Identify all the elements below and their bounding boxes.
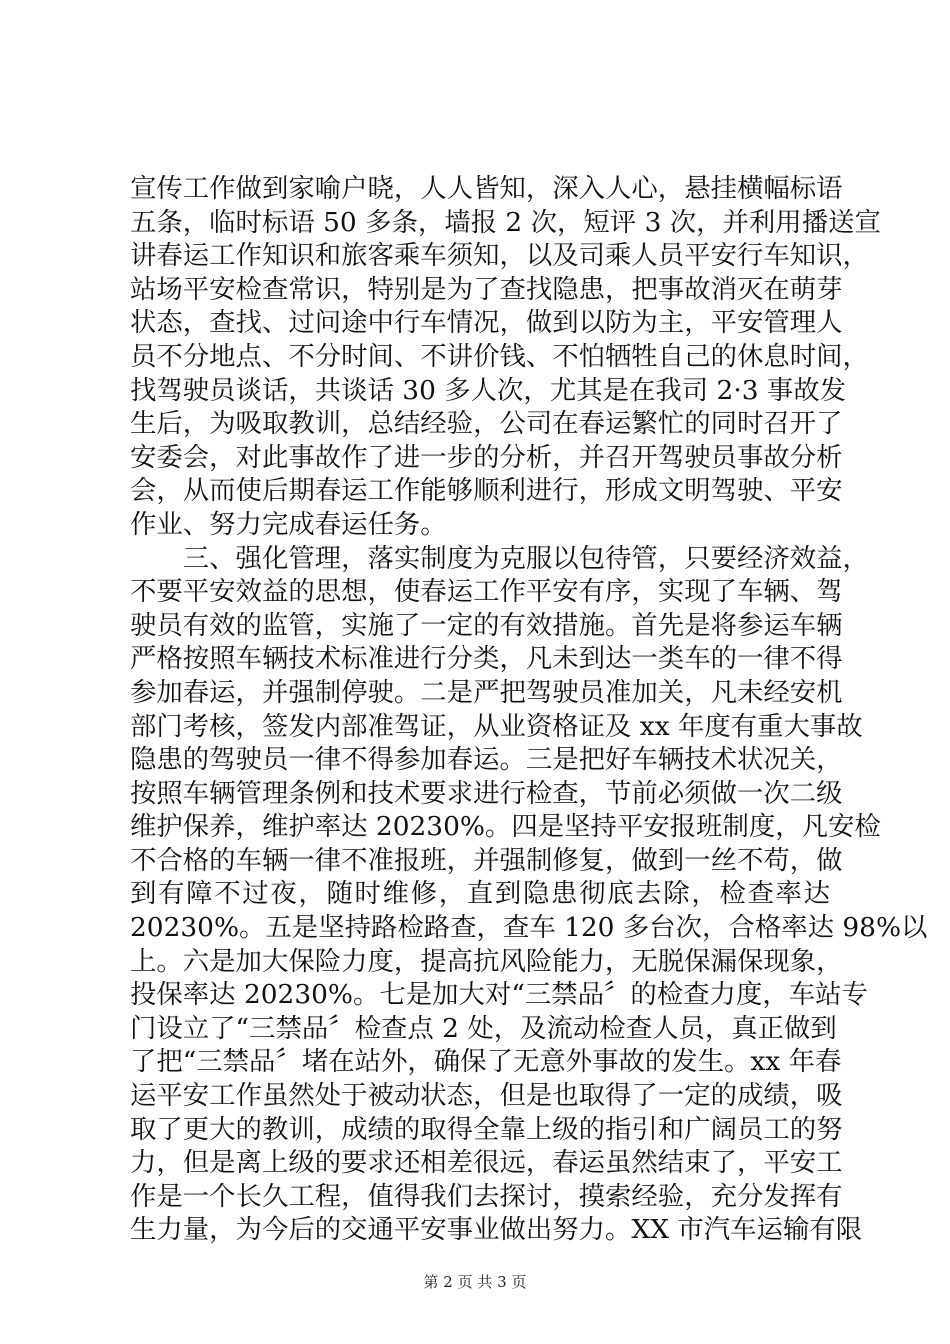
text-line: 不合格的车辆一律不准报班，并强制修复，做到一丝不苟，做 [130, 844, 843, 876]
text-line: 安委会，对此事故作了进一步的分析，并召开驾驶员事故分析 [130, 441, 843, 473]
text-line: 会，从而使后期春运工作能够顺利进行，形成文明驾驶、平安 [130, 475, 843, 507]
document-body [130, 172, 928, 1247]
text-line: 取了更大的教训，成绩的取得全靠上级的指引和广阔员工的努 [130, 1113, 843, 1145]
text-line: 运平安工作虽然处于被动状态，但是也取得了一定的成绩，吸 [130, 1080, 843, 1112]
text-line: 不要平安效益的思想，使春运工作平安有序，实现了车辆、驾 [130, 576, 843, 608]
text-line: 上。六是加大保险力度，提高抗风险能力，无脱保漏保现象， [130, 945, 843, 977]
text-line: 宣传工作做到家喻户晓，人人皆知，深入人心，悬挂横幅标语 [130, 173, 843, 204]
text-line: 驶员有效的监管，实施了一定的有效措施。首先是将参运车辆 [130, 609, 843, 641]
text-line: 讲春运工作知识和旅客乘车须知，以及司乘人员平安行车知识， [130, 240, 869, 272]
text-line: 到有障不过夜，随时维修，直到隐患彻底去除，检查率达 [130, 878, 830, 910]
page-number-footer: 第 2 页 共 3 页 [423, 1273, 527, 1291]
text-line: 投保率达 20230%。七是加大对“三禁品〞的检查力度，车站专 [130, 979, 868, 1011]
text-line: 20230%。五是坚持路检路查，查车 120 多台次，合格率达 98%以 [130, 912, 928, 944]
paragraph-end-line: 作业、努力完成春运任务。 [130, 508, 447, 540]
text-line: 状态，查找、过问途中行车情况，做到以防为主，平安管理人 [130, 307, 843, 339]
text-line: 门设立了“三禁品〞检查点 2 处，及流动检查人员，真正做到 [130, 1012, 837, 1044]
text-line: 找驾驶员谈话，共谈话 30 多人次，尤其是在我司 2·3 事故发 [130, 374, 847, 406]
text-line: 维护保养，维护率达 20230%。四是坚持平安报班制度，凡安检 [130, 811, 881, 843]
text-line: 五条，临时标语 50 多条，墙报 2 次，短评 3 次，并利用播送宣 [130, 206, 881, 238]
text-line: 了把“三禁品〞堵在站外，确保了无意外事故的发生。xx 年春 [130, 1046, 842, 1078]
text-line: 部门考核，签发内部准驾证，从业资格证及 xx 年度有重大事故 [130, 710, 863, 742]
text-line: 按照车辆管理条例和技术要求进行检查，节前必须做一次二级 [130, 777, 843, 809]
text-line: 作是一个长久工程，值得我们去探讨，摸索经验，充分发挥有 [130, 1180, 843, 1212]
text-line: 严格按照车辆技术标准进行分类，凡未到达一类车的一律不得 [130, 643, 843, 675]
text-line: 参加春运，并强制停驶。二是严把驾驶员准加关，凡未经安机 [130, 676, 843, 708]
text-line: 隐患的驾驶员一律不得参加春运。三是把好车辆技术状况关， [130, 744, 843, 776]
text-line: 生后，为吸取教训，总结经验，公司在春运繁忙的同时召开了 [130, 408, 843, 440]
text-line: 力，但是离上级的要求还相差很远，春运虽然结束了，平安工 [130, 1147, 843, 1179]
text-line: 生力量，为今后的交通平安事业做出努力。XX 市汽车运输有限 [130, 1214, 863, 1246]
paragraph-start-line: 三、强化管理，落实制度为克服以包待管，只要经济效益， [130, 542, 869, 574]
text-line: 员不分地点、不分时间、不讲价钱、不怕牺牲自己的休息时间， [130, 340, 869, 372]
text-line: 站场平安检查常识，特别是为了查找隐患，把事故消灭在萌芽 [130, 273, 843, 305]
